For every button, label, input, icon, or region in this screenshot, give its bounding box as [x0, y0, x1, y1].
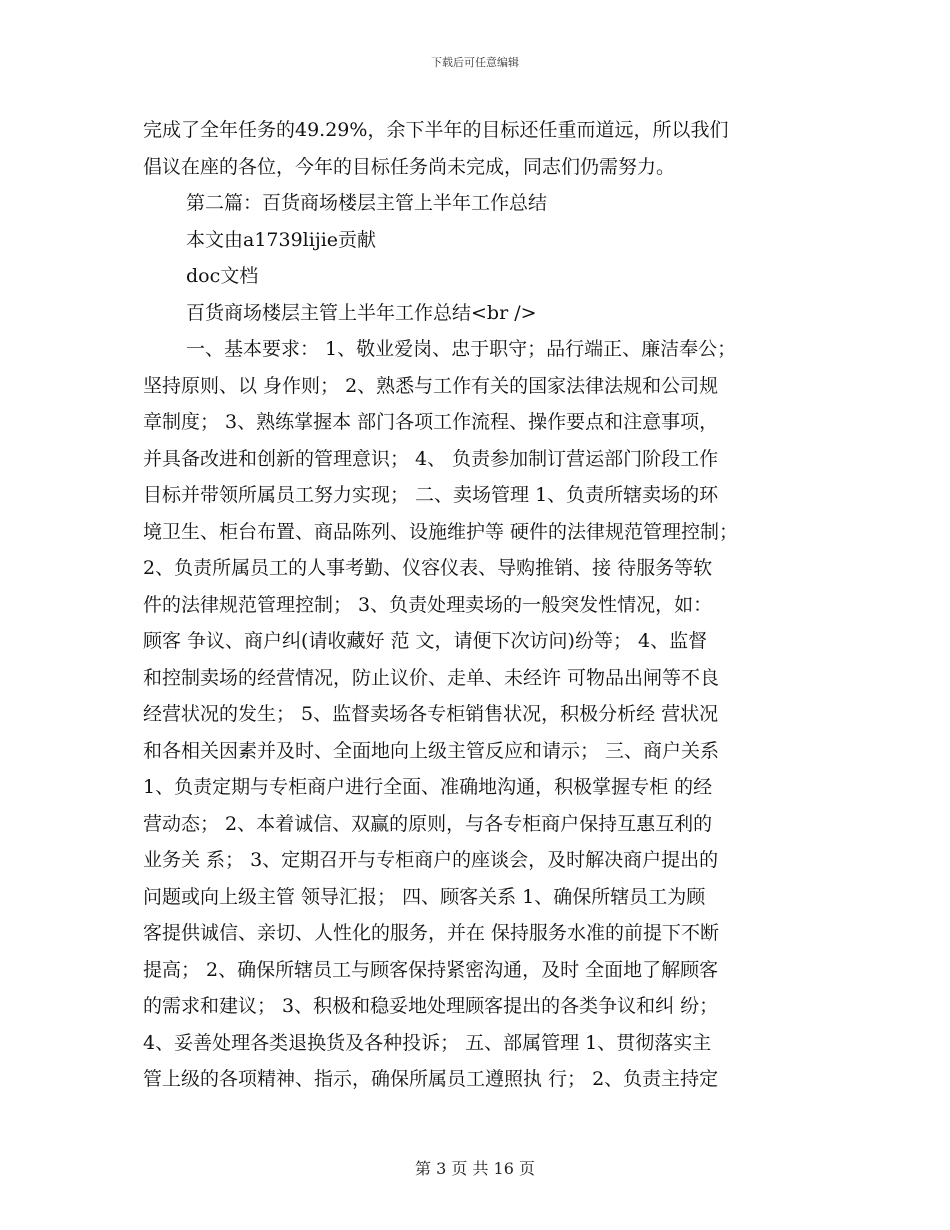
text-line: 和控制卖场的经营情况，防止议价、走单、未经许 可物品出闸等不良: [143, 666, 720, 689]
text-line: 业务关 系； 3、定期召开与专柜商户的座谈会，及时解决商户提出的: [143, 849, 719, 871]
text-line: 境卫生、柜台布置、商品陈列、设施维护等 硬件的法律规范管理控制；: [143, 520, 739, 543]
document-title-line: 百货商场楼层主管上半年工作总结<br />: [186, 301, 537, 324]
text-line: 的需求和建议； 3、积极和稳妥地处理顾客提出的各类争议和纠 纷；: [143, 995, 719, 1017]
text-line: 问题或向上级主管 领导汇报； 四、顾客关系 1、确保所辖员工为顾: [143, 885, 706, 908]
doc-type-line: doc文档: [186, 265, 259, 287]
text-line: 倡议在座的各位，今年的目标任务尚未完成，同志们仍需努力。: [143, 155, 676, 178]
text-line: 完成了全年任务的49.29%，余下半年的目标还任重而道远，所以我们: [143, 119, 729, 141]
text-line: 提高； 2、确保所辖员工与顾客保持紧密沟通，及时 全面地了解顾客: [143, 958, 719, 981]
page-number-footer: 第 3 页 共 16 页: [415, 1159, 535, 1178]
text-line: 章制度； 3、熟练掌握本 部门各项工作流程、操作要点和注意事项，: [143, 411, 719, 433]
text-line: 坚持原则、以 身作则； 2、熟悉与工作有关的国家法律法规和公司规: [143, 374, 719, 397]
contributor-line: 本文由a1739lijie贡献: [186, 228, 377, 251]
text-line: 客提供诚信、亲切、人性化的服务，并在 保持服务水准的前提下不断: [143, 922, 720, 944]
text-line: 一、基本要求： 1、敬业爱岗、忠于职守；品行端正、廉洁奉公；: [186, 338, 737, 360]
text-line: 顾客 争议、商户纠(请收藏好 范 文，请便下次访问)纷等； 4、监督: [143, 630, 708, 652]
document-body: [143, 112, 815, 1098]
text-line: 和各相关因素并及时、全面地向上级主管反应和请示； 三、商户关系: [143, 739, 720, 762]
text-line: 目标并带领所属员工努力实现； 二、卖场管理 1、负责所辖卖场的环: [143, 484, 719, 506]
text-line: 件的法律规范管理控制； 3、负责处理卖场的一般突发性情况，如：: [143, 593, 713, 616]
text-line: 经营状况的发生； 5、监督卖场各专柜销售状况，积极分析经 营状况: [143, 703, 719, 725]
text-line: 4、妥善处理各类退换货及各种投诉； 五、部属管理 1、贯彻落实主: [143, 1031, 712, 1054]
text-line: 营动态； 2、本着诚信、双赢的原则，与各专柜商户保持互惠互利的: [143, 812, 713, 835]
text-line: 并具备改进和创新的管理意识； 4、 负责参加制订营运部门阶段工作: [143, 447, 719, 470]
text-line: 1、负责定期与专柜商户进行全面、准确地沟通，积极掌握专柜 的经: [143, 776, 713, 798]
text-line: 2、负责所属员工的人事考勤、仪容仪表、导购推销、接 待服务等软: [143, 557, 713, 579]
page-header: 下载后可任意编辑: [431, 56, 519, 69]
text-line: 管上级的各项精神、指示，确保所属员工遵照执 行； 2、负责主持定: [143, 1068, 719, 1090]
section-title: 第二篇：百货商场楼层主管上半年工作总结: [186, 192, 548, 214]
